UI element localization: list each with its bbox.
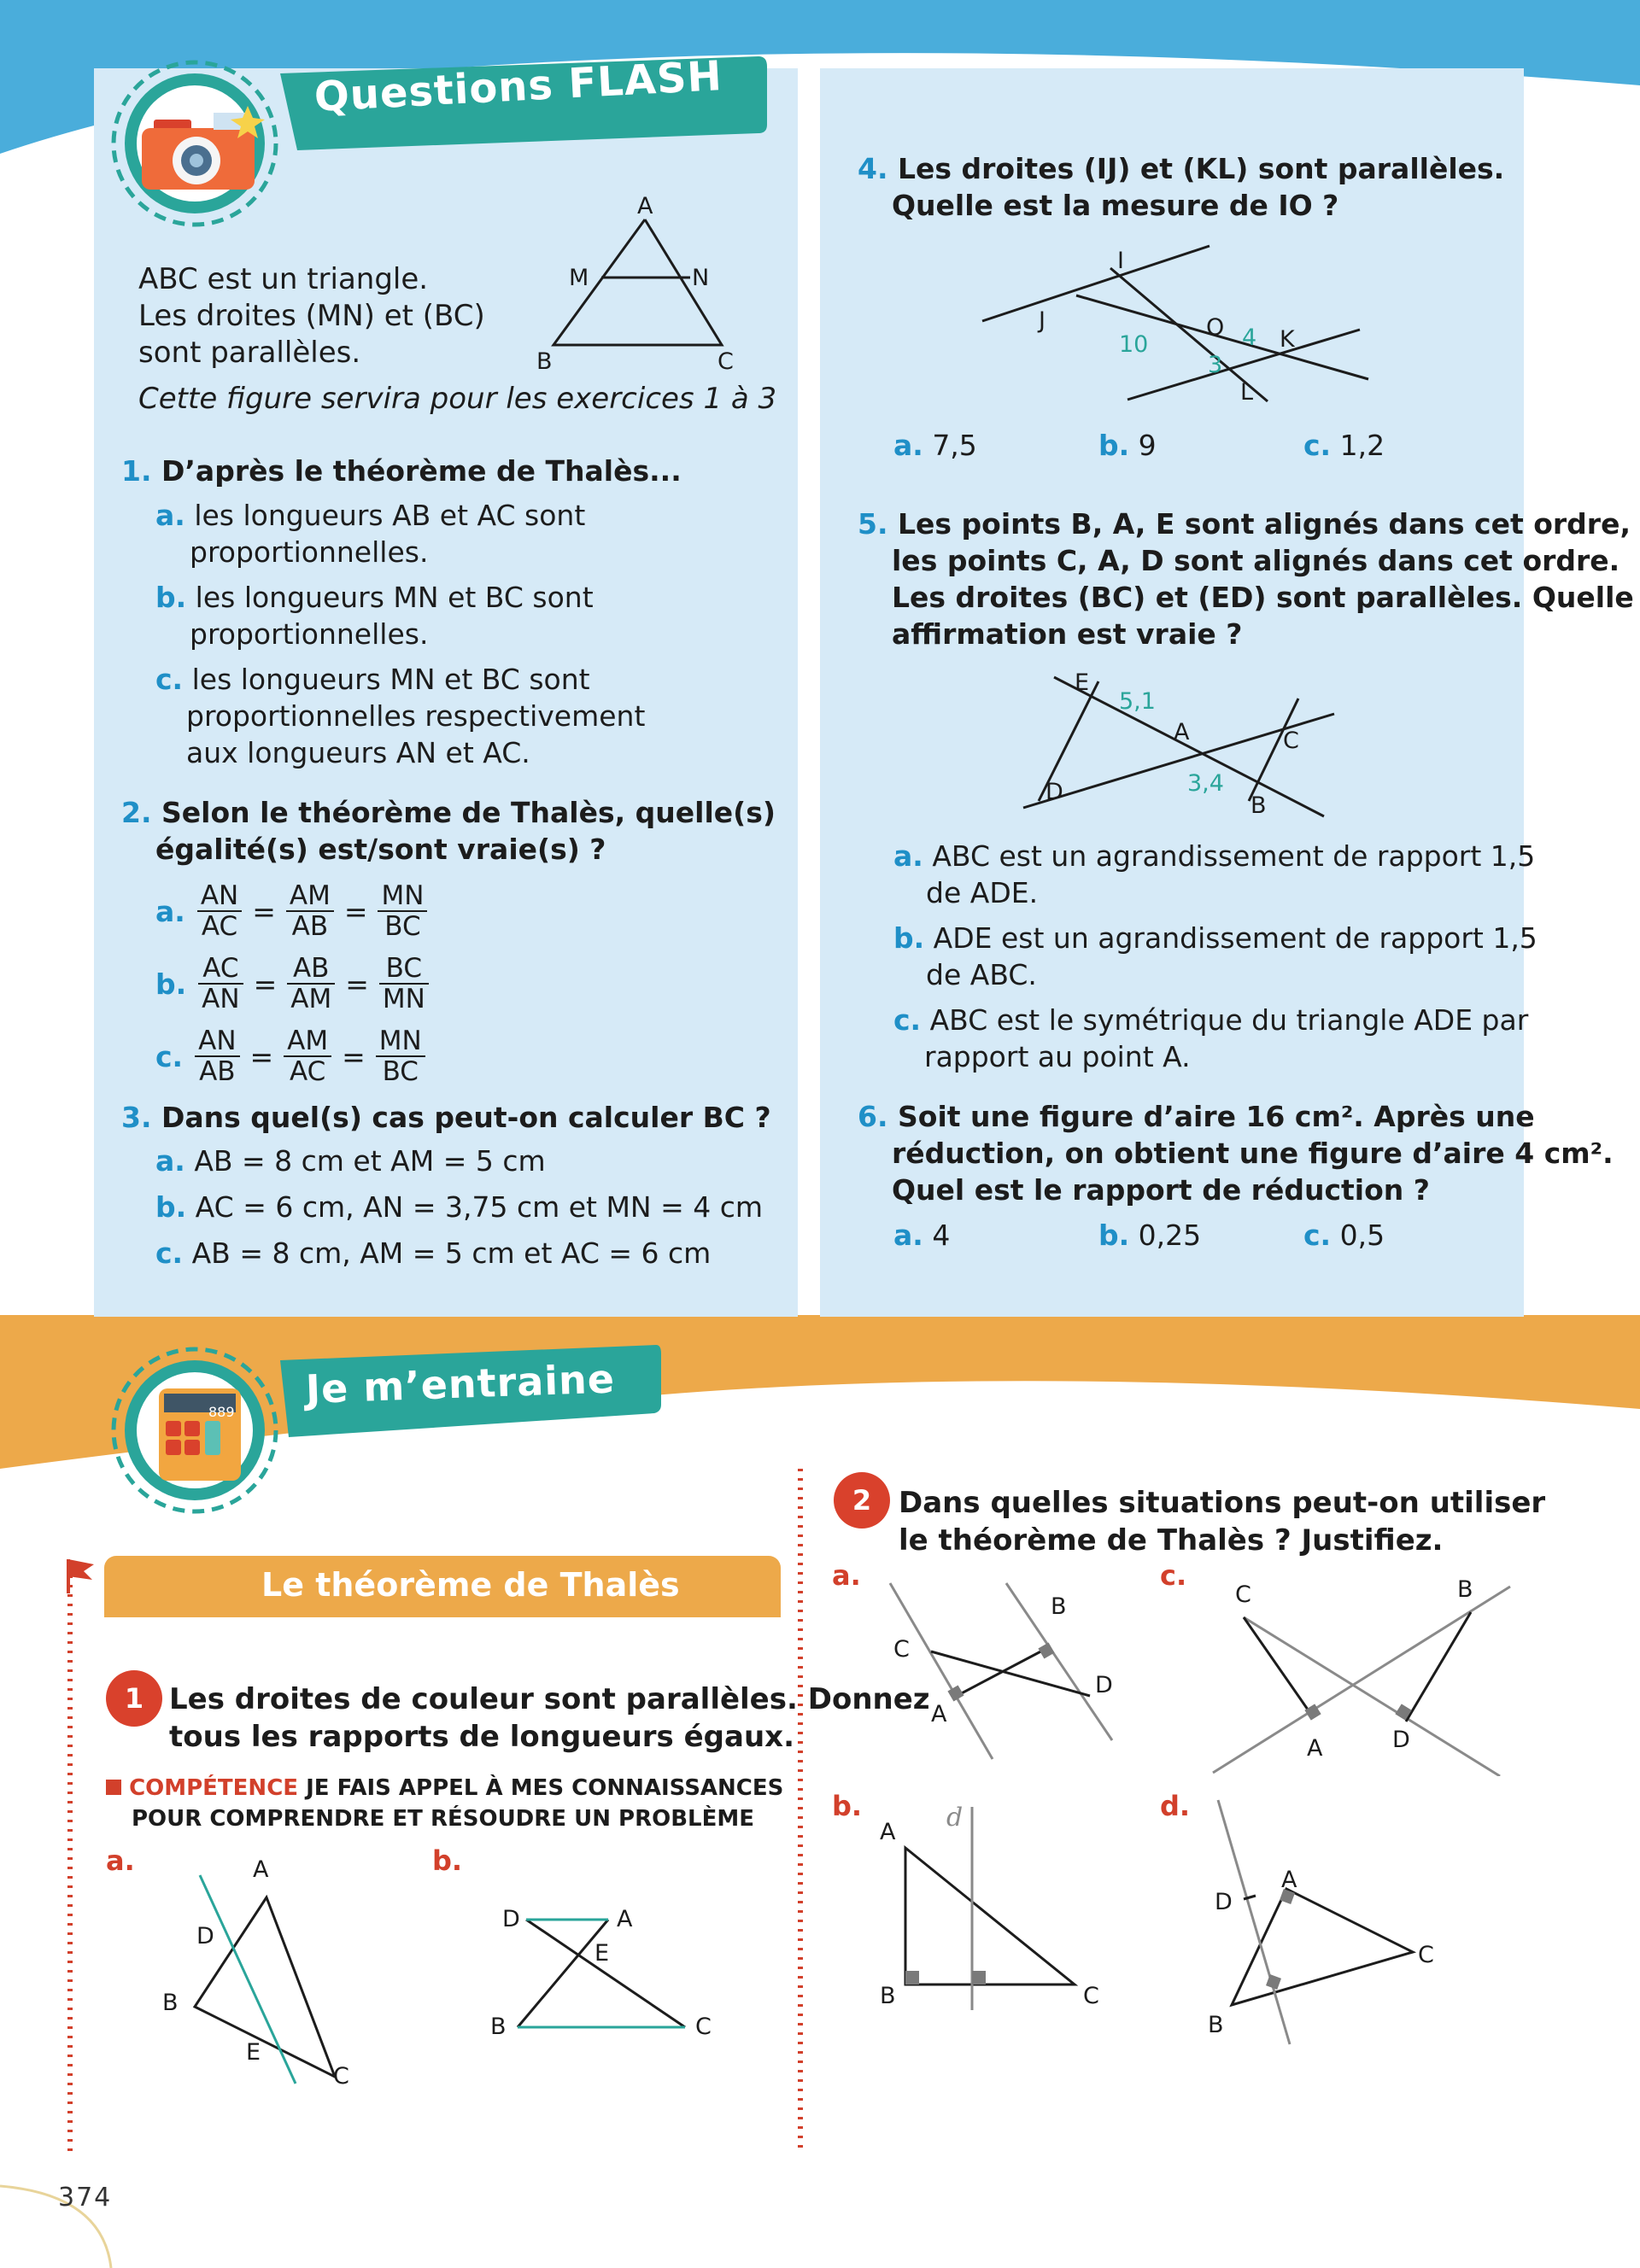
ex1-label-a: a. [106, 1844, 135, 1877]
q1-option-c[interactable]: c. les longueurs MN et BC sont proportionnelles respectivement aux longueurs AN et AC. [155, 663, 646, 769]
question-6: 6. Soit une figure d’aire 16 cm². Après une réduction, on obtient une figure d’aire 4 cm². Quel est le rapport de réduction ? [858, 1100, 1614, 1207]
q6-option-a[interactable]: a. 4 [893, 1219, 951, 1252]
question-1: 1. D’après le théorème de Thalès... [121, 454, 682, 488]
svg-text:D: D [1392, 1727, 1410, 1753]
question-2: 2. Selon le théorème de Thalès, quelle(s) égalité(s) est/sont vraie(s) ? [121, 796, 776, 866]
q2-option-c[interactable]: c. $\frac{AN}{AB}$ = $\frac{AM}{AC}$ = $\frac{MN}{BC}$ [155, 1026, 430, 1086]
ex2-figure-b [871, 1802, 1128, 2015]
label-M: M [569, 265, 589, 291]
camera-icon [137, 101, 265, 195]
svg-text:C: C [1418, 1942, 1434, 1968]
exercise-2-badge: 2 [834, 1472, 890, 1529]
ex1-figure-b [487, 1887, 726, 2049]
svg-text:D: D [196, 1923, 214, 1949]
q3-option-a[interactable]: a. AB = 8 cm et AM = 5 cm [155, 1144, 546, 1178]
svg-text:d: d [946, 1803, 964, 1833]
svg-text:10: 10 [1119, 331, 1149, 358]
q5-option-b[interactable]: b. ADE est un agrandissement de rapport 1,5 de ABC. [893, 921, 1538, 991]
svg-text:5,1: 5,1 [1119, 688, 1156, 715]
svg-text:A: A [1174, 719, 1190, 745]
svg-text:C: C [333, 2063, 349, 2090]
svg-text:B: B [1051, 1593, 1067, 1620]
flash-title: Questions FLASH [313, 52, 724, 121]
svg-text:E: E [246, 2039, 261, 2066]
svg-text:B: B [162, 1990, 179, 2016]
svg-text:O: O [1206, 314, 1225, 341]
svg-text:B: B [1457, 1576, 1473, 1603]
question-4: 4. Les droites (IJ) et (KL) sont parallèles. Quelle est la mesure de IO ? [858, 152, 1505, 222]
flag-icon [58, 1554, 101, 1595]
ex1-figure-a [154, 1844, 376, 2092]
svg-text:E: E [594, 1940, 610, 1967]
label-B: B [536, 348, 553, 375]
calculator-icon [154, 1383, 248, 1486]
exercise-1-statement: Les droites de couleur sont parallèles. Donnez tous les rapports de longueurs égaux. [169, 1682, 930, 1754]
label-N: N [692, 265, 710, 291]
exercise-2-statement: Dans quelles situations peut-on utiliser le théorème de Thalès ? Justifiez. [899, 1486, 1546, 1558]
svg-text:C: C [1235, 1581, 1251, 1608]
parallel-lines-ij-kl-figure [974, 237, 1384, 408]
svg-text:A: A [253, 1856, 269, 1883]
svg-text:C: C [1283, 728, 1299, 754]
q5-option-c[interactable]: c. ABC est le symétrique du triangle ADE par rapport au point A. [893, 1003, 1529, 1073]
page-number: 374 [58, 2183, 113, 2212]
ex2-figure-d [1196, 1793, 1452, 2049]
fraction: $\frac{MN}{BC}$ [378, 881, 427, 941]
svg-text:A: A [931, 1701, 947, 1727]
svg-text:D: D [502, 1906, 520, 1932]
label-A: A [637, 193, 653, 219]
svg-text:A: A [1307, 1735, 1323, 1762]
svg-text:D: D [1095, 1672, 1113, 1698]
svg-text:A: A [880, 1819, 896, 1845]
fraction: $\frac{AC}{AN}$ [198, 954, 243, 1014]
q4-option-b[interactable]: b. 9 [1098, 429, 1157, 462]
fraction: $\frac{AM}{AB}$ [286, 881, 334, 941]
q1-option-a[interactable]: a. les longueurs AB et AC sont proportionnelles. [155, 499, 586, 569]
ex2-label-d: d. [1160, 1790, 1191, 1822]
svg-text:B: B [1250, 792, 1267, 819]
flash-intro-note: Cette figure servira pour les exercices 1 à 3 [138, 382, 777, 416]
svg-text:K: K [1280, 326, 1295, 353]
ex2-figure-c [1204, 1571, 1512, 1776]
svg-text:A: A [617, 1906, 633, 1932]
q4-option-a[interactable]: a. 7,5 [893, 429, 977, 462]
q4-option-c[interactable]: c. 1,2 [1303, 429, 1385, 462]
ex1-label-b: b. [432, 1844, 463, 1877]
svg-text:3,4: 3,4 [1187, 770, 1224, 797]
ex2-label-a: a. [832, 1559, 861, 1592]
question-3: 3. Dans quel(s) cas peut-on calculer BC ? [121, 1101, 771, 1134]
calculator-display: 889 [208, 1404, 235, 1420]
svg-text:B: B [490, 2014, 507, 2040]
svg-text:C: C [695, 2014, 712, 2040]
q3-option-c[interactable]: c. AB = 8 cm, AM = 5 cm et AC = 6 cm [155, 1236, 712, 1270]
svg-text:D: D [1046, 779, 1063, 805]
q6-option-b[interactable]: b. 0,25 [1098, 1219, 1202, 1252]
q2-option-a[interactable]: a. $\frac{AN}{AC}$ = $\frac{AM}{AB}$ = $\frac{MN}{BC}$ [155, 881, 432, 941]
svg-text:C: C [1083, 1983, 1099, 2009]
ex2-label-b: b. [832, 1790, 863, 1822]
flash-intro: ABC est un triangle. Les droites (MN) et (BC) sont parallèles. [138, 262, 485, 370]
ex2-figure-a [888, 1571, 1145, 1768]
svg-text:L: L [1240, 379, 1254, 406]
section-title: Le théorème de Thalès [261, 1566, 680, 1604]
square-bullet-icon [106, 1780, 121, 1795]
fraction: $\frac{AB}{AM}$ [287, 954, 335, 1014]
competence-tag: COMPÉTENCE JE FAIS APPEL À MES CONNAISSANCES POUR COMPRENDRE ET RÉSOUDRE UN PROBLÈME [106, 1773, 783, 1834]
svg-text:I: I [1117, 248, 1124, 274]
exercise-1-badge: 1 [106, 1670, 162, 1727]
svg-text:B: B [1208, 2012, 1224, 2038]
svg-text:D: D [1215, 1889, 1233, 1915]
fraction: $\frac{AM}{AC}$ [284, 1026, 331, 1086]
triangles-abc-ade-figure [1016, 664, 1350, 827]
svg-text:B: B [880, 1983, 896, 2009]
svg-text:E: E [1075, 669, 1090, 696]
q5-option-a[interactable]: a. ABC est un agrandissement de rapport 1,5 de ADE. [893, 839, 1536, 909]
fraction: $\frac{MN}{BC}$ [376, 1026, 425, 1086]
svg-text:J: J [1039, 307, 1046, 334]
ex2-label-c: c. [1160, 1559, 1187, 1592]
q3-option-b[interactable]: b. AC = 6 cm, AN = 3,75 cm et MN = 4 cm [155, 1190, 764, 1224]
fraction: $\frac{BC}{MN}$ [379, 954, 429, 1014]
q2-option-b[interactable]: b. $\frac{AC}{AN}$ = $\frac{AB}{AM}$ = $\frac{BC}{MN}$ [155, 954, 434, 1014]
triangle-abc-figure [530, 190, 743, 377]
q1-option-b[interactable]: b. les longueurs MN et BC sont proportionnelles. [155, 581, 594, 651]
svg-text:C: C [893, 1636, 910, 1663]
svg-text:3: 3 [1208, 352, 1223, 378]
train-title: Je m’entraine [305, 1355, 616, 1412]
svg-text:4: 4 [1242, 324, 1257, 351]
section-header [104, 1556, 781, 1617]
question-5: 5. Les points B, A, E sont alignés dans cet ordre, les points C, A, D sont alignés dans cet ordre. Les droites (BC) et (ED) sont parallèles. Quelle affirmation est vraie ? [858, 507, 1634, 651]
q6-option-c[interactable]: c. 0,5 [1303, 1219, 1385, 1252]
label-C: C [718, 348, 734, 375]
fraction: $\frac{AN}{AB}$ [195, 1026, 239, 1086]
fraction: $\frac{AN}{AC}$ [197, 881, 242, 941]
svg-text:A: A [1281, 1867, 1297, 1893]
